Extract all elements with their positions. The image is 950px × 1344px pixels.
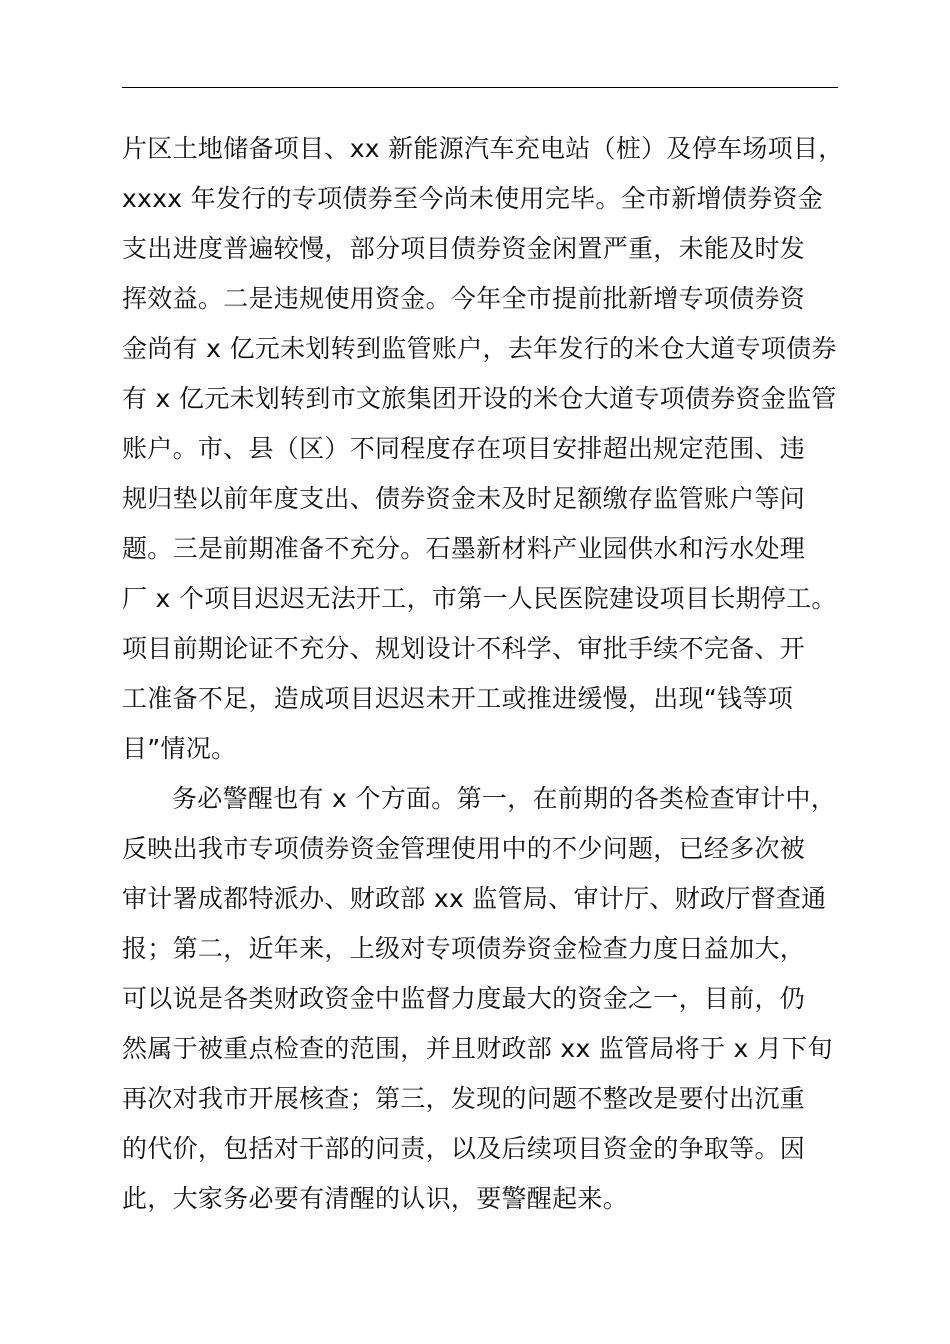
text-line: 有 x 亿元未划转到市文旅集团开设的米仓大道专项债券资金监管 bbox=[122, 384, 837, 413]
text-line: 金尚有 x 亿元未划转到监管账户，去年发行的米仓大道专项债券 bbox=[122, 334, 837, 363]
header-rule bbox=[122, 87, 838, 88]
text-line: 支出进度普遍较慢，部分项目债券资金闲置严重，未能及时发 bbox=[122, 234, 806, 263]
text-line: 再次对我市开展核查；第三，发现的问题不整改是要付出沉重 bbox=[122, 1084, 806, 1113]
text-line: 厂 x 个项目迟迟无法开工，市第一人民医院建设项目长期停工。 bbox=[122, 584, 837, 613]
text-line: 片区土地储备项目、xx 新能源汽车充电站（桩）及停车场项目， bbox=[122, 134, 844, 163]
text-line: 挥效益。二是违规使用资金。今年全市提前批新增专项债券资 bbox=[122, 284, 806, 313]
text-line: 报；第二，近年来，上级对专项债券资金检查力度日益加大， bbox=[122, 934, 806, 963]
text-line: 可以说是各类财政资金中监督力度最大的资金之一，目前，仍 bbox=[122, 984, 806, 1013]
text-line: 目”情况。 bbox=[122, 734, 237, 763]
text-line: xxxx 年发行的专项债券至今尚未使用完毕。全市新增债券资金 bbox=[122, 184, 824, 213]
text-line: 的代价，包括对干部的问责，以及后续项目资金的争取等。因 bbox=[122, 1134, 806, 1163]
text-line: 规归垫以前年度支出、债券资金未及时足额缴存监管账户等问 bbox=[122, 484, 806, 513]
text-line: 审计署成都特派办、财政部 xx 监管局、审计厅、财政厅督查通 bbox=[122, 884, 827, 913]
text-line: 项目前期论证不充分、规划设计不科学、审批手续不完备、开 bbox=[122, 634, 806, 663]
text-line: 反映出我市专项债券资金管理使用中的不少问题，已经多次被 bbox=[122, 834, 806, 863]
paragraph-warnings bbox=[122, 774, 838, 1224]
text-line: 账户。市、县（区）不同程度存在项目安排超出规定范围、违 bbox=[122, 434, 806, 463]
document-body bbox=[122, 124, 844, 1224]
text-line: 然属于被重点检查的范围，并且财政部 xx 监管局将于 x 月下旬 bbox=[122, 1034, 833, 1063]
text-line: 此，大家务必要有清醒的认识，要警醒起来。 bbox=[122, 1184, 629, 1213]
text-line: 题。三是前期准备不充分。石墨新材料产业园供水和污水处理 bbox=[122, 534, 806, 563]
text-line: 务必警醒也有 x 个方面。第一，在前期的各类检查审计中， bbox=[172, 784, 837, 813]
text-line: 工准备不足，造成项目迟迟未开工或推进缓慢，出现“钱等项 bbox=[122, 684, 794, 713]
paragraph-problems bbox=[122, 124, 844, 774]
